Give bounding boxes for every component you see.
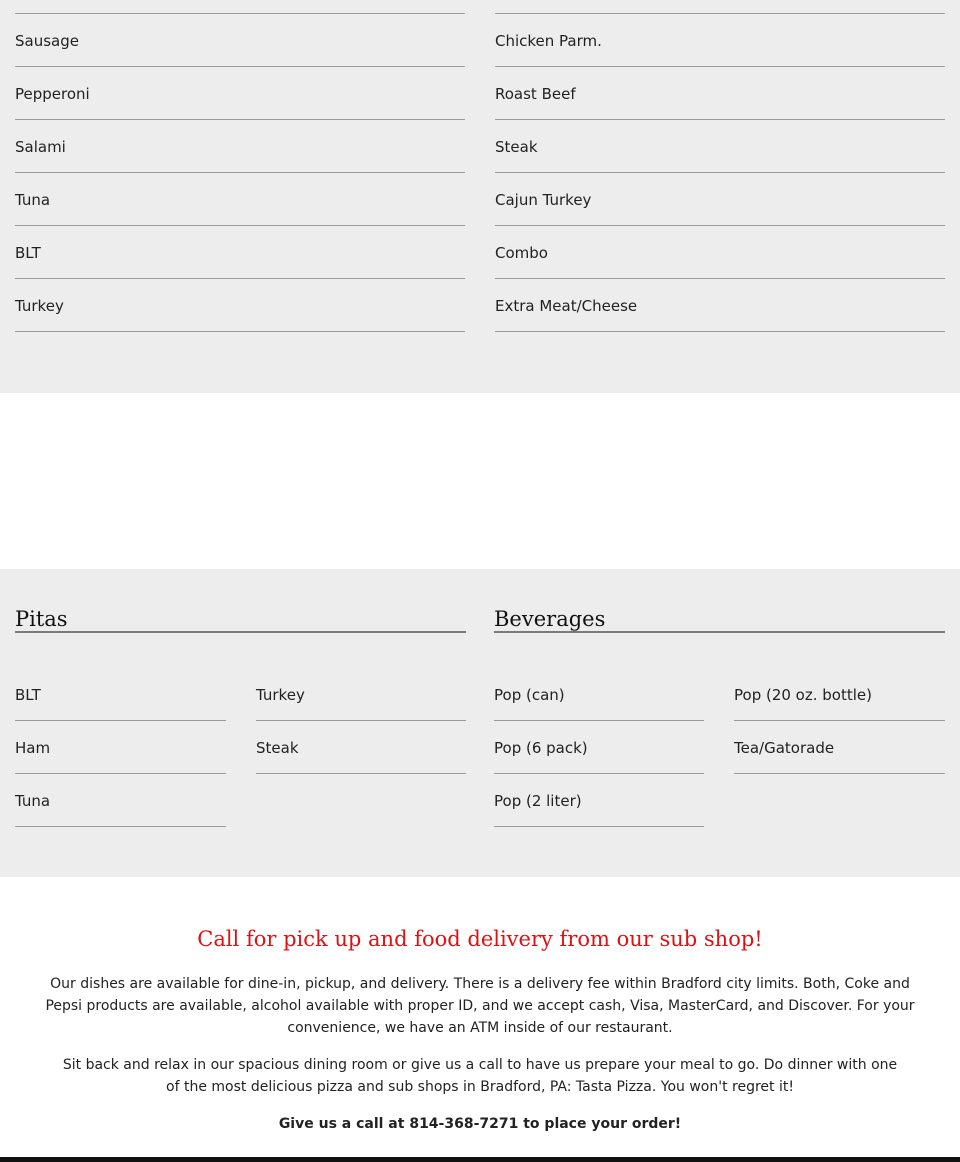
cta-heading: Call for pick up and food delivery from our sub shop! <box>197 927 763 951</box>
menu-item-label: Turkey <box>15 297 64 315</box>
menu-item-label: Salami <box>15 138 66 156</box>
menu-item-label: Roast Beef <box>495 85 576 103</box>
menu-item-label: BLT <box>15 686 41 704</box>
menu-item-label: BLT <box>15 244 41 262</box>
menu-item <box>495 226 945 279</box>
menu-item <box>495 173 945 226</box>
menu-item-label: Tea/Gatorade <box>734 739 835 757</box>
beverages-column-1 <box>494 668 704 827</box>
menu-item-label: Pop (can) <box>494 686 565 704</box>
divider <box>495 0 945 14</box>
menu-item-label: Cajun Turkey <box>495 191 592 209</box>
menu-item-label: Pop (6 pack) <box>494 739 588 757</box>
menu-item <box>495 120 945 173</box>
menu-item-label: Chicken Parm. <box>495 32 602 50</box>
menu-item-label: Extra Meat/Cheese <box>495 297 638 315</box>
menu-item <box>494 668 704 721</box>
menu-item-label: Tuna <box>15 792 51 810</box>
pitas-beverages-section <box>0 569 960 877</box>
subs-left-column <box>15 0 465 332</box>
menu-item <box>15 279 465 332</box>
footer-bar <box>0 1157 960 1162</box>
menu-item-label: Sausage <box>15 32 79 50</box>
beverages-title: Beverages <box>494 607 606 631</box>
menu-item <box>15 14 465 67</box>
pitas-title: Pitas <box>15 607 68 631</box>
menu-item <box>15 774 226 827</box>
pitas-column-2 <box>256 668 466 774</box>
menu-item-label: Combo <box>495 244 548 262</box>
menu-item-label: Tuna <box>15 191 51 209</box>
menu-item-label: Pop (2 liter) <box>494 792 582 810</box>
menu-item-label: Ham <box>15 739 51 757</box>
menu-item <box>15 120 465 173</box>
menu-item-label: Steak <box>256 739 299 757</box>
menu-item <box>734 721 945 774</box>
menu-item <box>494 721 704 774</box>
menu-item <box>495 67 945 120</box>
pitas-heading <box>15 569 466 633</box>
menu-item <box>15 67 465 120</box>
menu-item-label: Pepperoni <box>15 85 90 103</box>
subs-right-column <box>495 0 945 332</box>
menu-item <box>494 774 704 827</box>
cta-phone-line: Give us a call at 814-368-7271 to place your order! <box>278 1116 682 1132</box>
menu-item <box>256 721 466 774</box>
menu-item-label: Pop (20 oz. bottle) <box>734 686 872 704</box>
menu-item <box>495 14 945 67</box>
menu-item-label: Turkey <box>256 686 305 704</box>
menu-item <box>734 668 945 721</box>
cta-paragraph-services: Our dishes are available for dine-in, pickup, and delivery. There is a delivery fee within Bradford city limits. Both, Coke and Pepsi products are available, alcohol available with proper ID, and we accept cash, Visa, MasterCard, and Discover. For your convenience, we have an ATM inside of our restaurant. <box>45 976 915 1036</box>
cta-paragraph-dining: Sit back and relax in our spacious dining room or give us a call to have us prepare your meal to go. Do dinner with one of the most delicious pizza and sub shops in Bradford, PA: Tasta Pizza. You won't regret it! <box>62 1057 898 1095</box>
menu-item <box>15 226 465 279</box>
menu-item <box>15 668 226 721</box>
subs-menu-section <box>0 0 960 393</box>
menu-item-label: Steak <box>495 138 538 156</box>
pitas-column-1 <box>15 668 226 827</box>
beverages-heading <box>494 569 945 633</box>
beverages-column-2 <box>734 668 945 774</box>
menu-item <box>15 173 465 226</box>
menu-item <box>495 279 945 332</box>
call-to-action-section <box>0 877 960 1157</box>
menu-item <box>15 721 226 774</box>
menu-item <box>256 668 466 721</box>
divider <box>15 0 465 14</box>
